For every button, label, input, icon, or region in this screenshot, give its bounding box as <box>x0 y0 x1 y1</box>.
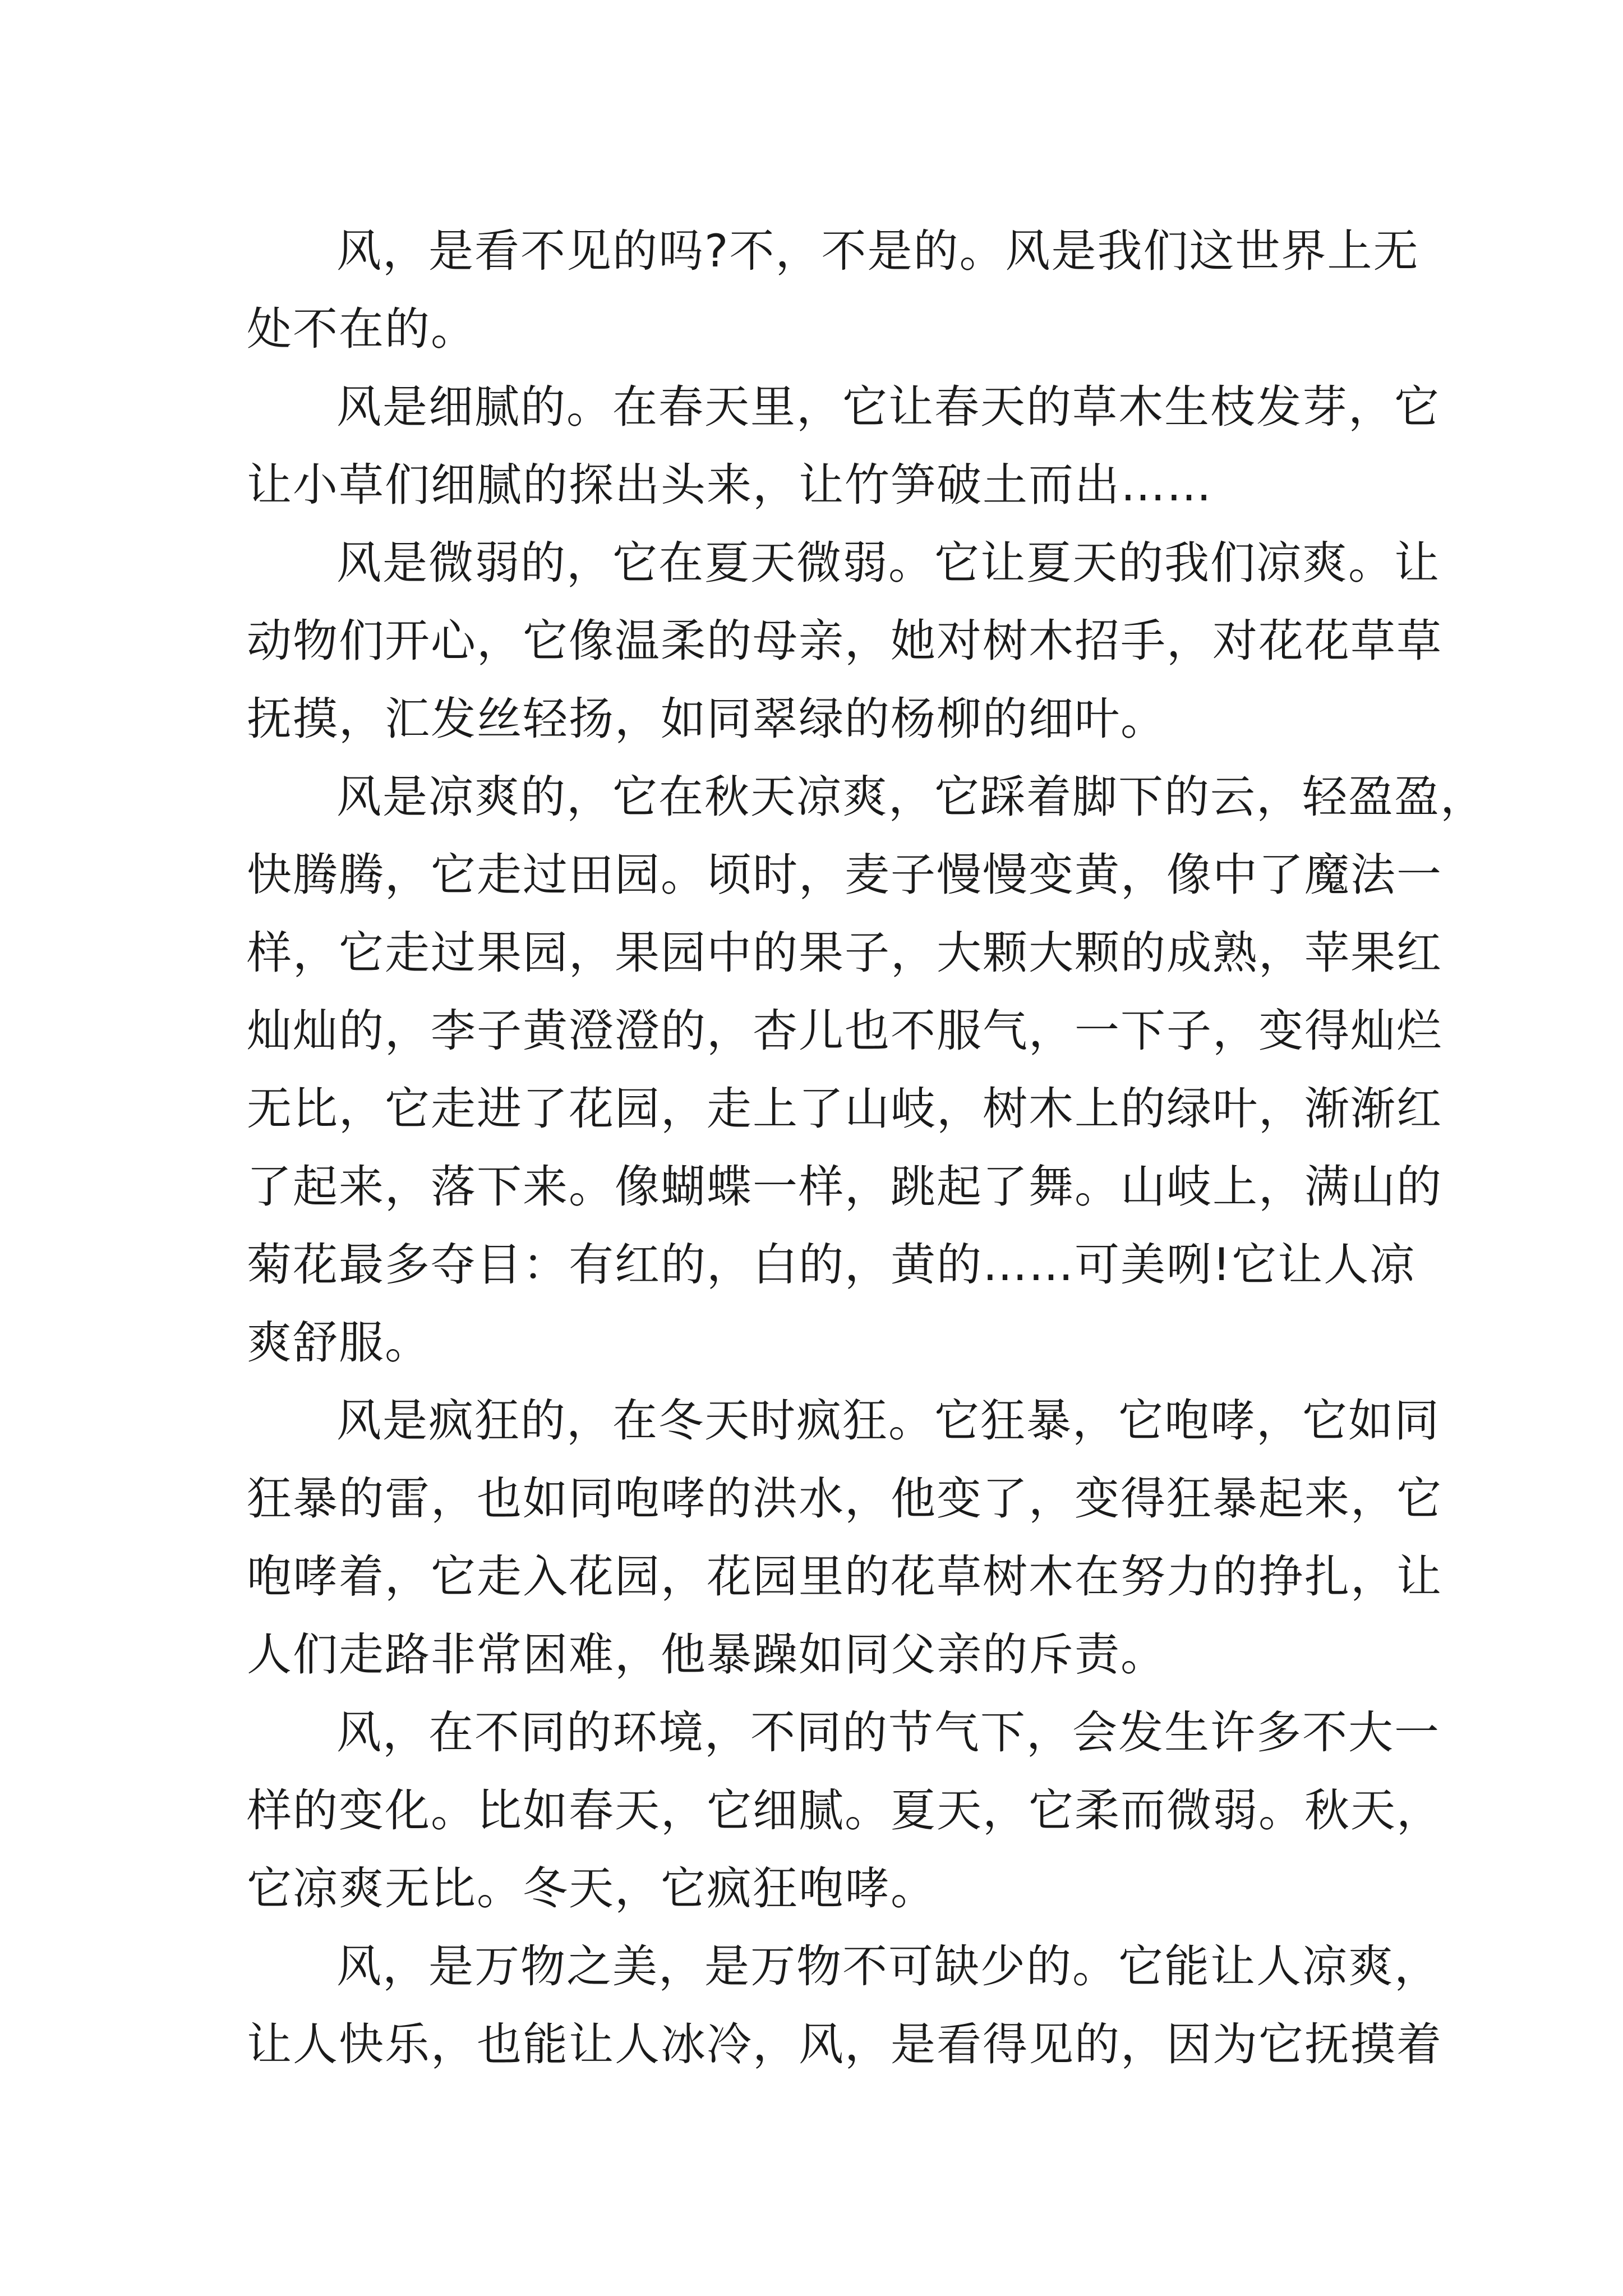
paragraph-1-line-1: 风，是看不见的吗?不，不是的。风是我们这世界上无 <box>336 225 1419 277</box>
paragraph-4-line-4: 灿灿的，李子黄澄澄的，杏儿也不服气，一下子，变得灿烂 <box>247 1005 1442 1057</box>
paragraph-7-line-1: 风，是万物之美，是万物不可缺少的。它能让人凉爽， <box>336 1940 1440 1993</box>
paragraph-1-line-2: 处不在的。 <box>247 303 477 355</box>
paragraph-3-line-2: 动物们开心，它像温柔的母亲，她对树木招手，对花花草草 <box>247 615 1442 667</box>
paragraph-6-line-1: 风，在不同的环境，不同的节气下，会发生许多不大一 <box>336 1706 1440 1759</box>
paragraph-5-line-2: 狂暴的雷，也如同咆哮的洪水，他变了，变得狂暴起来，它 <box>247 1473 1442 1525</box>
paragraph-6-line-2: 样的变化。比如春天，它细腻。夏天，它柔而微弱。秋天， <box>247 1784 1442 1837</box>
paragraph-4-line-1: 风是凉爽的，它在秋天凉爽，它踩着脚下的云，轻盈盈， <box>336 771 1486 823</box>
paragraph-6-line-3: 它凉爽无比。冬天，它疯狂咆哮。 <box>247 1862 937 1915</box>
paragraph-7-line-2: 让人快乐，也能让人冰冷，风，是看得见的，因为它抚摸着 <box>247 2018 1442 2070</box>
paragraph-4-line-8: 爽舒服。 <box>247 1317 431 1369</box>
paragraph-4-line-2: 快腾腾，它走过田园。顷时，麦子慢慢变黄，像中了魔法一 <box>247 849 1442 901</box>
paragraph-3-line-3: 抚摸，汇发丝轻扬，如同翠绿的杨柳的细叶。 <box>247 693 1166 745</box>
paragraph-5-line-1: 风是疯狂的，在冬天时疯狂。它狂暴，它咆哮，它如同 <box>336 1395 1440 1447</box>
paragraph-4-line-3: 样，它走过果园，果园中的果子，大颗大颗的成熟，苹果红 <box>247 927 1442 979</box>
paragraph-2-line-2: 让小草们细腻的探出头来，让竹笋破土而出…… <box>247 459 1212 511</box>
essay-body <box>247 212 1486 2083</box>
paragraph-2-line-1: 风是细腻的。在春天里，它让春天的草木生枝发芽，它 <box>336 381 1440 433</box>
paragraph-3-line-1: 风是微弱的，它在夏天微弱。它让夏天的我们凉爽。让 <box>336 537 1440 589</box>
paragraph-5-line-4: 人们走路非常困难，他暴躁如同父亲的斥责。 <box>247 1628 1166 1681</box>
paragraph-5-line-3: 咆哮着，它走入花园，花园里的花草树木在努力的挣扎，让 <box>247 1550 1442 1603</box>
paragraph-4-line-5: 无比，它走进了花园，走上了山岐，树木上的绿叶，渐渐红 <box>247 1083 1442 1135</box>
paragraph-4-line-7: 菊花最多夺目：有红的，白的，黄的……可美咧!它让人凉 <box>247 1239 1416 1291</box>
paragraph-4-line-6: 了起来，落下来。像蝴蝶一样，跳起了舞。山岐上，满山的 <box>247 1161 1442 1213</box>
